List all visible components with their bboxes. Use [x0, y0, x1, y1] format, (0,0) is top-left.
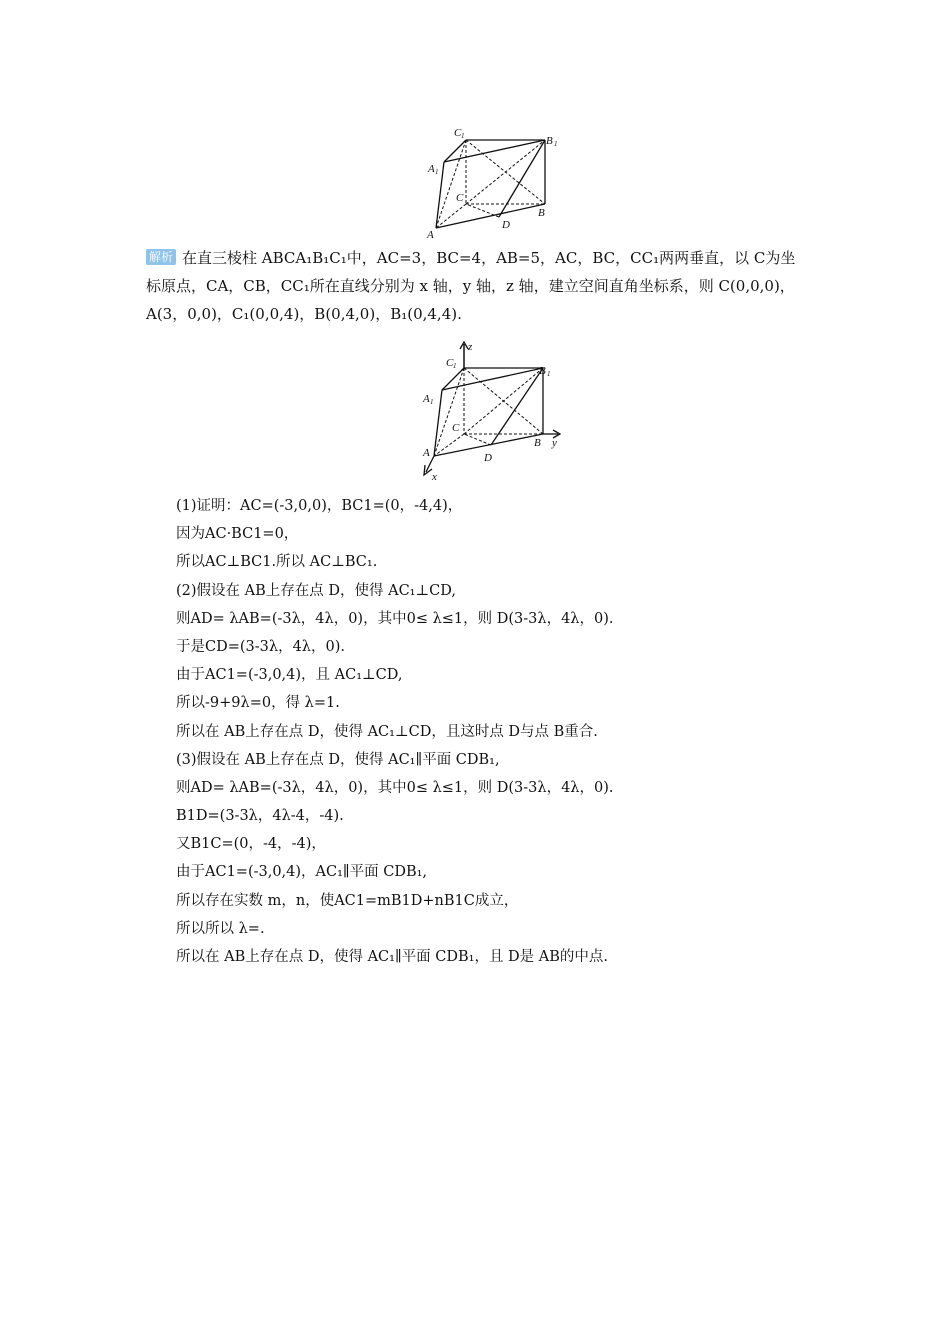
solution-intro-text: 在直三棱柱 ABCA₁B₁C₁中，AC=3，BC=4，AB=5，AC，BC，CC₁两两垂直，以 C为坐标原点，CA，CB，CC₁所在直线分别为 x 轴，y 轴，z 轴，建立空间直角坐标系，则 C(0,0,0)，A(3，0,0)，C₁(0,0,4)，B(0,4,0)，B₁(0,4,4). [146, 249, 796, 323]
svg-text:1: 1 [547, 370, 551, 378]
label-x-axis: x [432, 471, 437, 483]
solution-tag: 解析 [146, 249, 176, 265]
label-a: A [423, 447, 430, 459]
step-line: (2)假设在 AB上存在点 D，使得 AC₁⊥CD, [176, 582, 456, 599]
prism-diagram-2 [418, 338, 568, 484]
step-line: 所以在 AB上存在点 D，使得 AC₁∥平面 CDB₁，且 D是 AB的中点. [176, 949, 609, 965]
svg-text:1: 1 [554, 140, 558, 148]
step-line: 所以存在实数 m，n，使AC1=mB1D+nB1C成立， [176, 892, 519, 909]
step-line: 又B1C=(0，-4，-4)， [176, 836, 326, 853]
label-a: A [427, 229, 434, 241]
label-b: B [534, 437, 541, 449]
step-line: 由于AC1=(-3,0,4)，AC₁∥平面 CDB₁, [176, 864, 428, 881]
label-a1: A [423, 393, 430, 405]
label-z-axis: z [468, 341, 473, 353]
step-line: 则AD= λAB=(-3λ，4λ，0)，其中0≤ λ≤1，则 D(3-3λ，4λ，0). [176, 779, 614, 796]
label-d: D [484, 452, 492, 464]
solution-intro [146, 244, 808, 328]
step-line: 由于AC1=(-3,0,4)，且 AC₁⊥CD, [176, 667, 403, 684]
label-c1: C [446, 357, 454, 369]
solution-steps [176, 492, 816, 971]
label-b: B [538, 207, 545, 219]
prism-diagram-1 [420, 122, 570, 242]
label-c1: C [454, 127, 462, 139]
step-line: 所以所以 λ=. [176, 920, 265, 937]
step-line: 因为AC·BC1=0， [176, 526, 299, 543]
step-line: 所以-9+9λ=0，得 λ=1. [176, 695, 340, 712]
label-c: C [456, 192, 464, 204]
label-d: D [502, 219, 510, 231]
step-line: 所以AC⊥BC1.所以 AC⊥BC₁. [176, 554, 378, 571]
label-y-axis: y [552, 437, 557, 449]
label-b1: B [539, 365, 546, 377]
prism-figure-2 [418, 338, 568, 484]
svg-text:1: 1 [435, 168, 439, 176]
svg-text:1: 1 [453, 362, 457, 370]
step-line: 所以在 AB上存在点 D，使得 AC₁⊥CD，且这时点 D与点 B重合. [176, 723, 598, 740]
step-line: (3)假设在 AB上存在点 D，使得 AC₁∥平面 CDB₁, [176, 751, 500, 768]
prism-figure-1 [420, 122, 570, 242]
step-line: 于是CD=(3-3λ，4λ，0). [176, 638, 345, 655]
label-b1: B [546, 135, 553, 147]
svg-text:1: 1 [430, 398, 434, 406]
label-c: C [452, 422, 460, 434]
step-line: 则AD= λAB=(-3λ，4λ，0)，其中0≤ λ≤1，则 D(3-3λ，4λ，0). [176, 610, 614, 627]
step-line: (1)证明：AC=(-3,0,0)，BC1=(0，-4,4)， [176, 498, 463, 514]
svg-text:1: 1 [461, 132, 465, 140]
step-line: B1D=(3-3λ，4λ-4，-4). [176, 808, 344, 825]
label-a1: A [428, 163, 435, 175]
